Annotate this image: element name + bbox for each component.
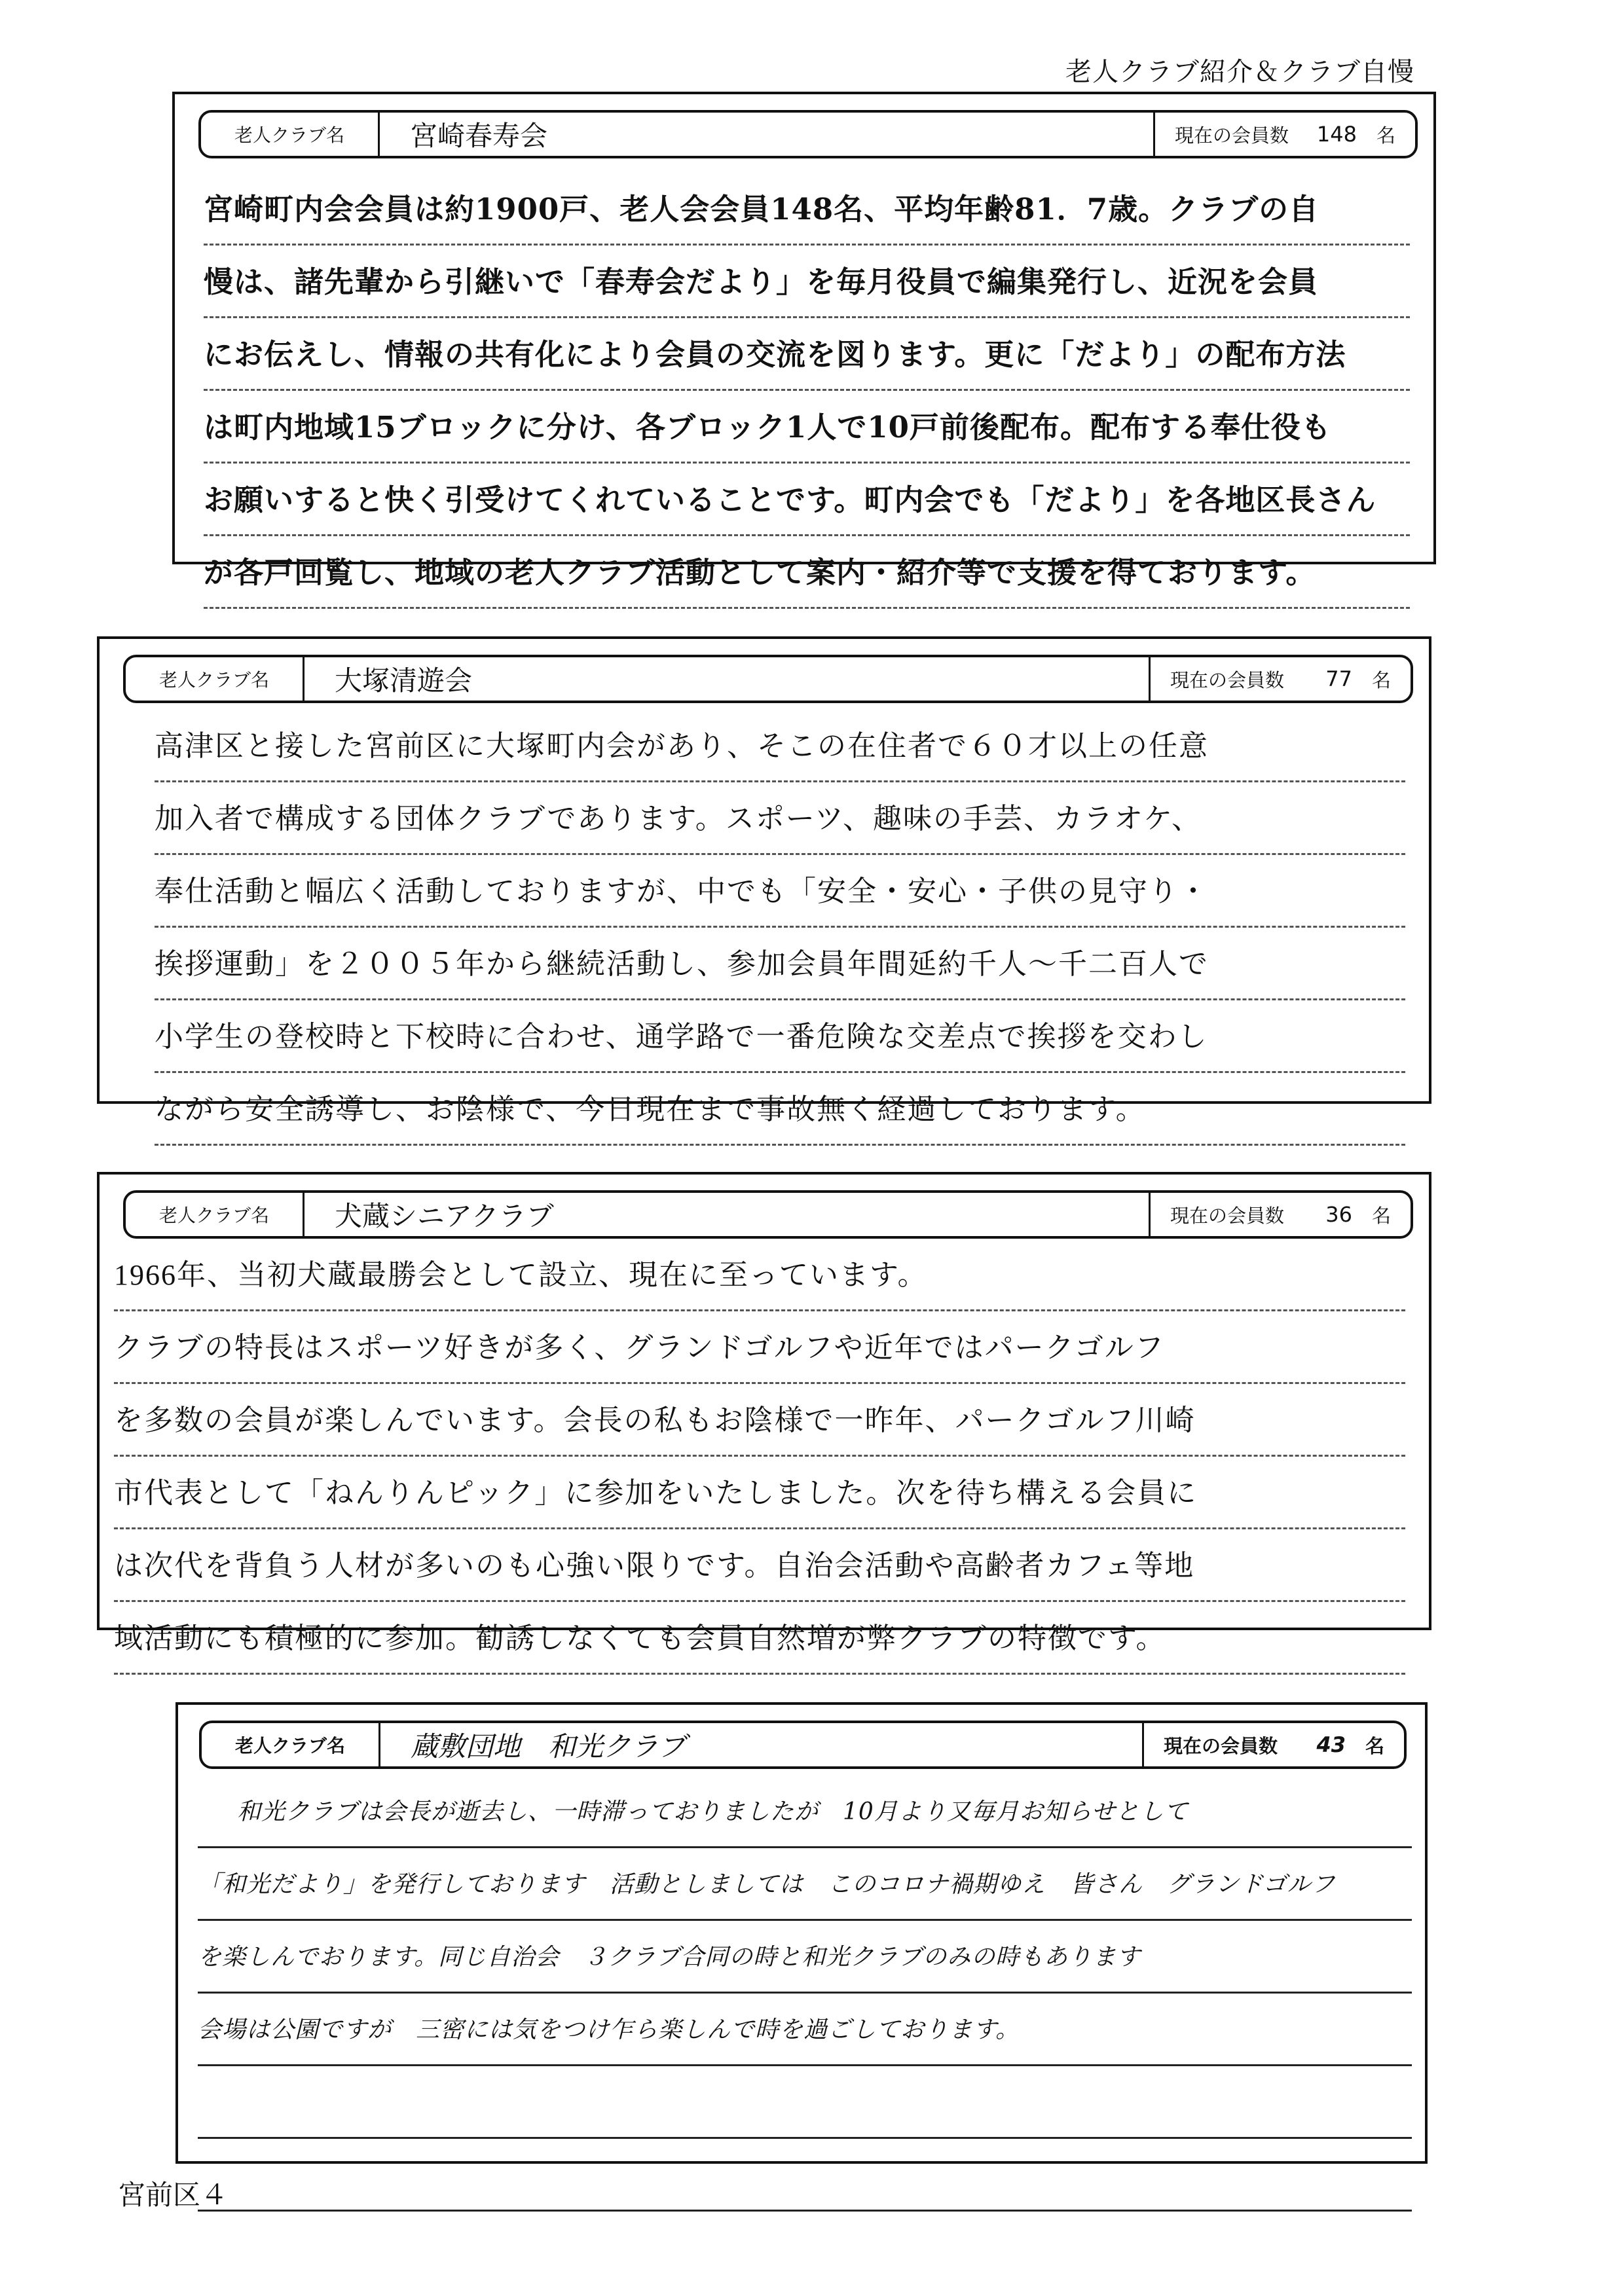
text-line: 挨拶運動」を２００５年から継続活動し、参加会員年間延約千人～千二百人で [155,928,1405,1000]
club-name: 犬蔵シニアクラブ [335,1200,554,1232]
text-line: 会場は公園ですが 三密には気をつけ乍ら楽しんで時を過ごしております。 [198,1994,1412,2066]
member-count: 43 [1316,1732,1346,1757]
member-count-label: 現在の会員数 [1170,1204,1285,1227]
club-name: 宮崎春寿会 [410,120,548,152]
text-line: 慢は、諸先輩から引継いで「春寿会だより」を毎月役員で編集発行し、近況を会員 [204,246,1410,318]
club-description [204,173,1410,609]
text-line: 高津区と接した宮前区に大塚町内会があり、そこの在住者で６０才以上の任意 [155,710,1405,782]
club-name: 蔵敷団地 和光クラブ [411,1730,686,1762]
member-count-label: 現在の会員数 [1175,124,1289,147]
page-footer: 宮前区４ [118,2179,229,2211]
text-line: を楽しんでおります。同じ自治会 ３クラブ合同の時と和光クラブのみの時もあります [198,1921,1412,1994]
club-name-label: 老人クラブ名 [202,1723,380,1766]
text-line: 小学生の登校時と下校時に合わせ、通学路で一番危険な交差点で挨拶を交わし [155,1000,1405,1073]
text-line: お願いすると快く引受けてくれていることです。町内会でも「だより」を各地区長さん [204,464,1410,536]
member-unit: 名 [1365,1734,1384,1757]
text-line: 域活動にも積極的に参加。勧誘しなくても会員自然増が弊クラブの特徴です。 [114,1602,1405,1675]
text-line: は次代を背負う人材が多いのも心強い限りです。自治会活動や高齢者カフェ等地 [114,1529,1405,1602]
member-count-label: 現在の会員数 [1164,1734,1278,1757]
club-card [172,92,1436,590]
member-count: 36 [1325,1202,1352,1227]
club-header [198,110,1418,158]
club-header [123,655,1413,703]
club-name-label: 老人クラブ名 [201,113,380,156]
text-line: クラブの特長はスポーツ好きが多く、グランドゴルフや近年ではパークゴルフ [114,1311,1405,1384]
member-count-box [1149,1193,1411,1236]
club-header [123,1190,1413,1239]
text-line: にお伝えし、情報の共有化により会員の交流を図ります。更に「だより」の配布方法 [204,318,1410,391]
text-line: 宮崎町内会会員は約1900戸、老人会会員148名、平均年齢81．7歳。クラブの自 [204,173,1410,246]
member-count-label: 現在の会員数 [1170,668,1285,691]
member-count: 77 [1325,666,1352,691]
member-count-box [1153,113,1415,156]
text-line: が各戸回覧し、地域の老人クラブ活動として案内・紹介等で支援を得ております。 [204,536,1410,609]
header-title: 老人クラブ紹介＆クラブ自慢 [1065,57,1414,87]
text-line: 1966年、当初犬蔵最勝会として設立、現在に至っています。 [114,1239,1405,1311]
member-count: 148 [1316,122,1357,147]
club-name-label: 老人クラブ名 [126,657,304,701]
text-line [198,2139,1412,2212]
text-line [198,2066,1412,2139]
text-line: 「和光だより」を発行しております 活動としましては このコロナ禍期ゆえ 皆さん グランドゴルフ [198,1848,1412,1921]
member-unit: 名 [1376,124,1395,147]
text-line: 市代表として「ねんりんピック」に参加をいたしました。次を待ち構える会員に [114,1457,1405,1529]
text-line: 和光クラブは会長が逝去し、一時滞っておりましたが 10月より又毎月お知らせとして [198,1776,1412,1848]
member-count-box [1142,1723,1404,1766]
text-line: 加入者で構成する団体クラブであります。スポーツ、趣味の手芸、カラオケ、 [155,782,1405,855]
club-name: 大塚清遊会 [335,665,473,697]
member-count-box [1149,657,1411,701]
club-description [198,1776,1412,2212]
member-unit: 名 [1371,668,1391,691]
club-description [114,1239,1405,1675]
text-line: は町内地域15ブロックに分け、各ブロック1人で10戸前後配布。配布する奉仕役も [204,391,1410,464]
text-line: ながら安全誘導し、お陰様で、今日現在まで事故無く経過しております。 [155,1073,1405,1146]
club-card [97,636,1431,1125]
club-card [175,1702,1428,2164]
member-unit: 名 [1371,1204,1391,1227]
club-card [97,1172,1431,1654]
club-name-label: 老人クラブ名 [126,1193,304,1236]
text-line: を多数の会員が楽しんでいます。会長の私もお陰様で一昨年、パークゴルフ川崎 [114,1384,1405,1457]
club-header [199,1721,1407,1769]
club-description [155,710,1405,1146]
text-line: 奉仕活動と幅広く活動しておりますが、中でも「安全・安心・子供の見守り・ [155,855,1405,928]
